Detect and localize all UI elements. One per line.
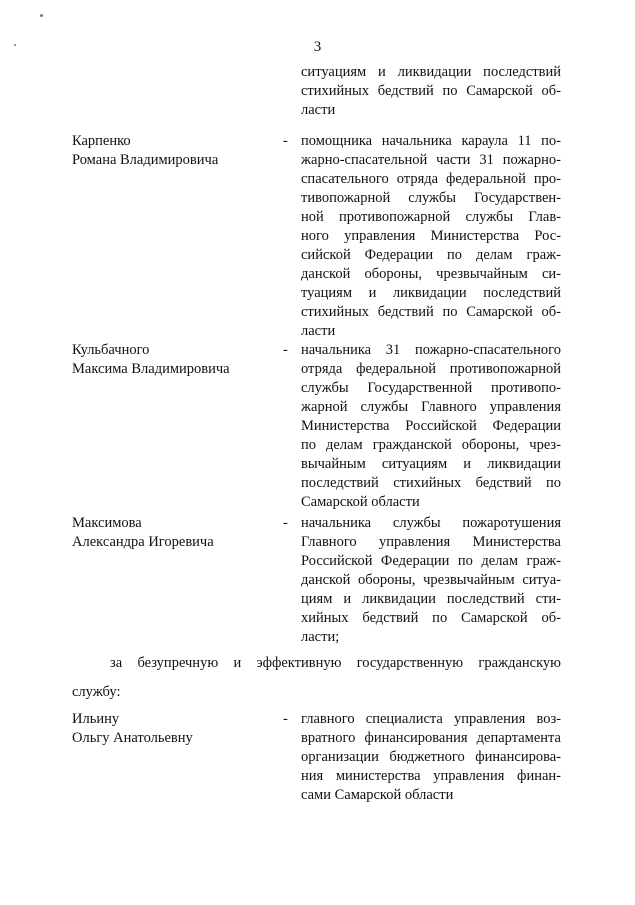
desc-line: ния министерства управления финан-	[301, 768, 561, 784]
recipient-position	[301, 514, 561, 647]
recipient-name	[72, 514, 272, 552]
recipient-name	[72, 710, 272, 748]
desc-line: по делам гражданской обороны, чрез-	[301, 437, 561, 453]
desc-line: службы Государственной противопо-	[301, 380, 561, 396]
dash-separator: -	[283, 133, 288, 149]
recipient-given-names: Ольгу Анатольевну	[72, 730, 193, 746]
desc-line: жарно-спасательной части 31 пожарно-	[301, 152, 561, 168]
desc-line: последствий стихийных бедствий по	[301, 475, 561, 491]
desc-line: вычайным ситуациям и ликвидации	[301, 456, 561, 472]
recipient-position	[301, 710, 561, 805]
desc-line: данской обороны, чрезвычайным си-	[301, 266, 561, 282]
desc-line: данской обороны, чрезвычайным ситуа-	[301, 572, 561, 588]
desc-line: циям и ликвидации последствий сти-	[301, 591, 561, 607]
desc-line: ласти	[301, 102, 336, 118]
recipient-position	[301, 341, 561, 512]
desc-line: жарной службы Главного управления	[301, 399, 561, 415]
dash-separator: -	[283, 711, 288, 727]
desc-line: Министерства Российской Федерации	[301, 418, 561, 434]
continuation-text	[301, 63, 561, 120]
desc-line: сийской Федерации по делам граж-	[301, 247, 561, 263]
desc-line: Самарской области	[301, 494, 420, 510]
recipient-surname: Ильину	[72, 711, 120, 727]
dash-separator: -	[283, 515, 288, 531]
recipient-surname: Максимова	[72, 515, 142, 531]
desc-line: хийных бедствий по Самарской об-	[301, 610, 561, 626]
recipient-given-names: Романа Владимировича	[72, 152, 219, 168]
desc-line: сами Самарской области	[301, 787, 454, 803]
desc-line: начальника 31 пожарно-спасательного	[301, 342, 561, 358]
recipient-surname: Кульбачного	[72, 342, 150, 358]
desc-line: Российской Федерации по делам граж-	[301, 553, 561, 569]
scan-speck	[40, 14, 43, 17]
desc-line: отряда федеральной противопожарной	[301, 361, 561, 377]
desc-line: Главного управления Министерства	[301, 534, 561, 550]
desc-line: ласти	[301, 323, 336, 339]
recipient-surname: Карпенко	[72, 133, 131, 149]
page-number: 3	[313, 39, 322, 55]
desc-line: вратного финансирования департамента	[301, 730, 561, 746]
desc-line: спасательного отряда федеральной про-	[301, 171, 561, 187]
desc-line: стихийных бедствий по Самарской об-	[301, 83, 561, 99]
desc-line: начальника службы пожаротушения	[301, 515, 561, 531]
desc-line: главного специалиста управления воз-	[301, 711, 561, 727]
desc-line: тивопожарной службы Государствен-	[301, 190, 561, 206]
desc-line: помощника начальника караула 11 по-	[301, 133, 561, 149]
recipient-given-names: Александра Игоревича	[72, 534, 214, 550]
desc-line: ного управления Министерства Рос-	[301, 228, 561, 244]
section-heading-continuation: службу:	[72, 684, 121, 700]
recipient-name	[72, 132, 272, 170]
desc-line: ласти;	[301, 629, 340, 645]
section-heading: за безупречную и эффективную государственную гражданскую	[110, 655, 561, 671]
desc-line: ситуациям и ликвидации последствий	[301, 64, 561, 80]
recipient-given-names: Максима Владимировича	[72, 361, 230, 377]
desc-line: ной противопожарной службы Глав-	[301, 209, 561, 225]
desc-line: организации бюджетного финансирова-	[301, 749, 561, 765]
desc-line: туациям и ликвидации последствий	[301, 285, 561, 301]
recipient-name	[72, 341, 272, 379]
recipient-position	[301, 132, 561, 341]
dash-separator: -	[283, 342, 288, 358]
desc-line: стихийных бедствий по Самарской об-	[301, 304, 561, 320]
